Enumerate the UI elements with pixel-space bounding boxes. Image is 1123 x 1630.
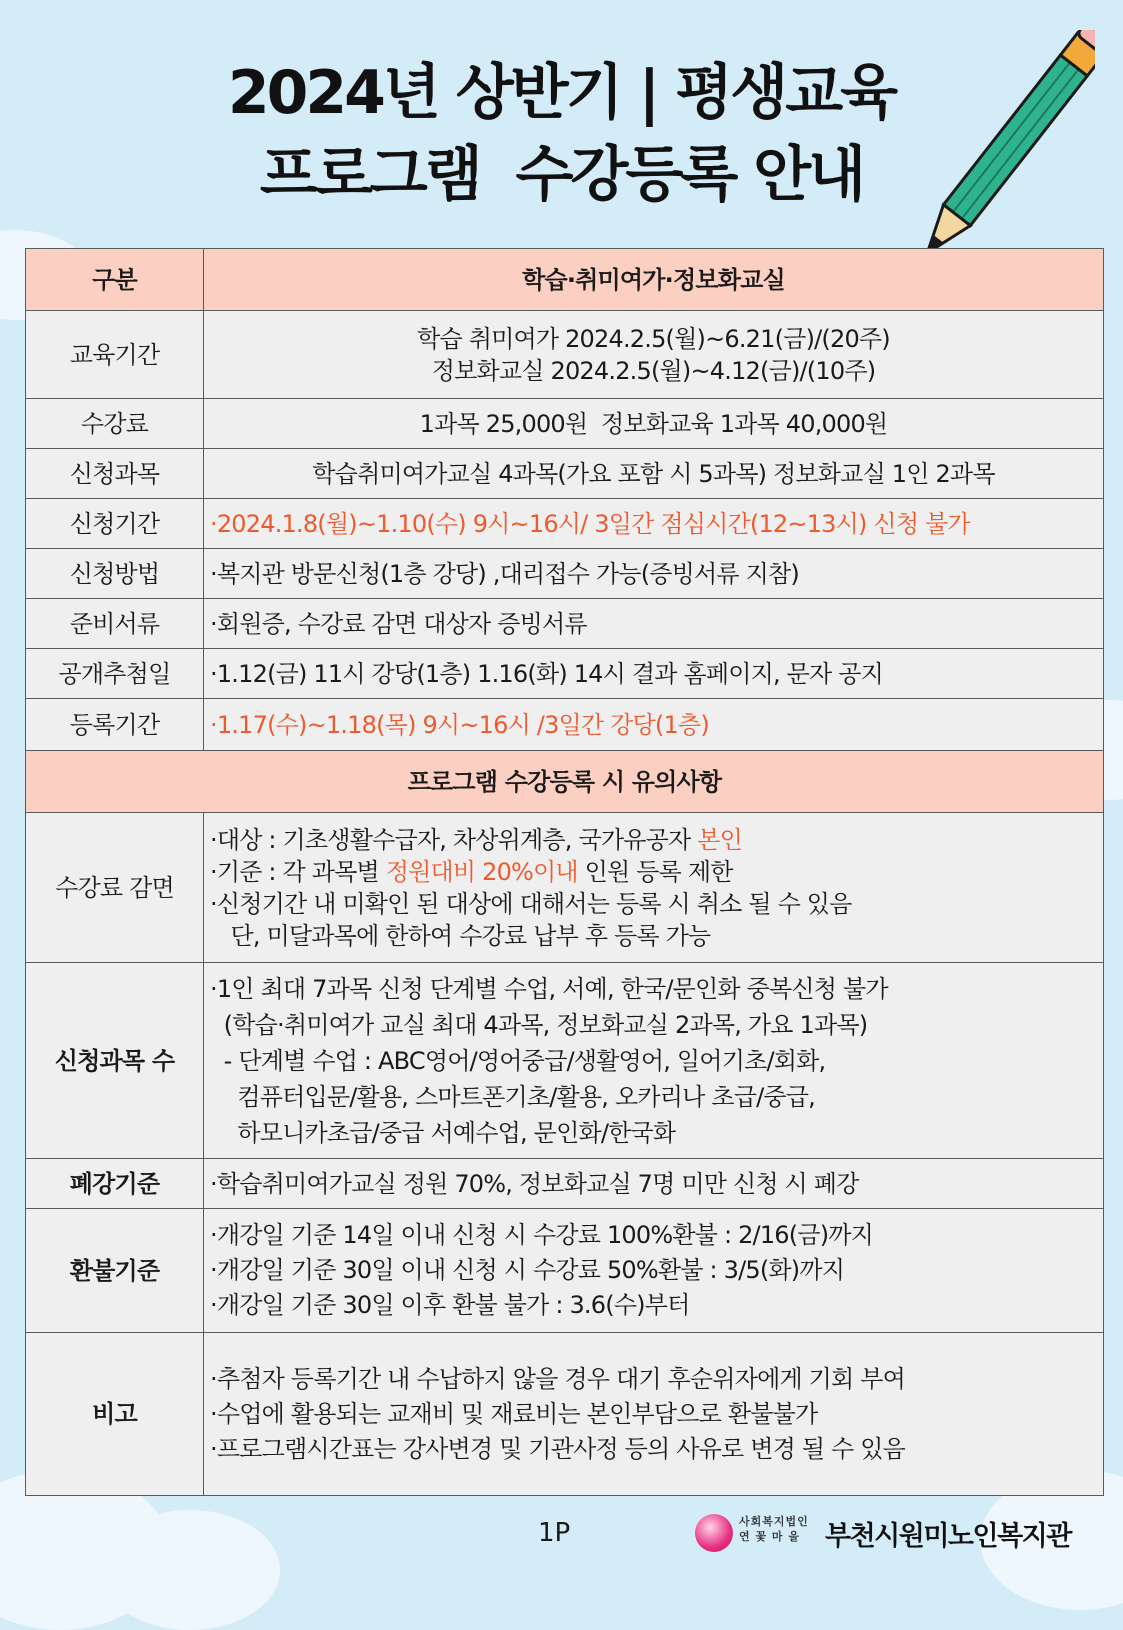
table-row <box>26 699 1104 751</box>
discount-line: ·대상 : 기초생활수급자, 차상위계층, 국가유공자 <box>210 825 698 854</box>
table-row <box>26 599 1104 649</box>
row-label: 비고 <box>26 1333 204 1496</box>
title-line-2: 프로그램 수강등록 안내 <box>259 140 864 210</box>
org-subtitle: 사회복지법인 <box>739 1515 809 1528</box>
row-label: 신청방법 <box>26 549 204 599</box>
row-value: ·복지관 방문신청(1층 강당) ,대리접수 가능(증빙서류 지참) <box>204 549 1104 599</box>
table-row <box>26 1209 1104 1333</box>
highlight-text: 본인 <box>697 825 742 854</box>
cloud-decoration <box>100 1510 280 1630</box>
remarks-line: ·수업에 활용되는 교재비 및 재료비는 본인부담으로 환불불가 <box>210 1399 818 1428</box>
row-value: ·회원증, 수강료 감면 대상자 증빙서류 <box>204 599 1104 649</box>
org-name: 부천시원미노인복지관 <box>825 1521 1071 1552</box>
table-row <box>26 499 1104 549</box>
row-label: 환불기준 <box>26 1209 204 1333</box>
row-label: 수강료 감면 <box>26 813 204 963</box>
row-value: ·학습취미여가교실 정원 70%, 정보화교실 7명 미만 신청 시 폐강 <box>204 1159 1104 1209</box>
subjects-line: - 단계별 수업 : ABC영어/영어중급/생활영어, 일어기초/회화, <box>210 1046 826 1075</box>
highlight-text: 정원대비 20%이내 <box>385 857 578 886</box>
refund-line: ·개강일 기준 30일 이내 신청 시 수강료 50%환불 : 3/5(화)까지 <box>210 1256 845 1284</box>
org-subtitle: 연 꽃 마 을 <box>739 1530 800 1543</box>
info-table <box>25 248 1104 1496</box>
table-row <box>26 649 1104 699</box>
table-row <box>26 449 1104 499</box>
table-row <box>26 1333 1104 1496</box>
row-label: 신청과목 <box>26 449 204 499</box>
table-header-row <box>26 249 1104 311</box>
row-label: 준비서류 <box>26 599 204 649</box>
notice-header-row <box>26 751 1104 813</box>
row-value: ·2024.1.8(월)~1.10(수) 9시~16시/ 3일간 점심시간(12~13시) 신청 불가 <box>204 499 1104 549</box>
row-value: 학습취미여가교실 4과목(가요 포함 시 5과목) 정보화교실 1인 2과목 <box>204 449 1104 499</box>
title-line-1: 2024년 상반기 | 평생교육 <box>227 58 896 128</box>
discount-line: ·기준 : 각 과목별 <box>210 857 386 886</box>
row-label: 신청과목 수 <box>26 963 204 1159</box>
row-label: 신청기간 <box>26 499 204 549</box>
table-row <box>26 1159 1104 1209</box>
subjects-line: ·1인 최대 7과목 신청 단계별 수업, 서예, 한국/문인화 중복신청 불가 <box>210 974 888 1003</box>
header-value: 학습·취미여가·정보화교실 <box>204 249 1104 311</box>
subjects-line: 하모니카초급/중급 서예수업, 문인화/한국화 <box>210 1118 676 1147</box>
table-row <box>26 963 1104 1159</box>
organization-logo <box>695 1508 1095 1554</box>
row-label: 등록기간 <box>26 699 204 751</box>
discount-line: 단, 미달과목에 한하여 수강료 납부 후 등록 가능 <box>210 921 711 950</box>
refund-line: ·개강일 기준 30일 이후 환불 불가 : 3.6(수)부터 <box>210 1291 690 1319</box>
table-row <box>26 813 1104 963</box>
row-value: 1과목 25,000원 정보화교육 1과목 40,000원 <box>204 399 1104 449</box>
row-label: 폐강기준 <box>26 1159 204 1209</box>
header-label: 구분 <box>26 249 204 311</box>
discount-line: ·신청기간 내 미확인 된 대상에 대해서는 등록 시 취소 될 수 있음 <box>210 889 852 918</box>
row-value: 학습 취미여가 2024.2.5(월)~6.21(금)/(20주) <box>417 324 890 353</box>
table-row <box>26 399 1104 449</box>
refund-line: ·개강일 기준 14일 이내 신청 시 수강료 100%환불 : 2/16(금)까지 <box>210 1221 874 1249</box>
lotus-icon <box>695 1514 733 1552</box>
row-label: 수강료 <box>26 399 204 449</box>
subjects-line: (학습·취미여가 교실 최대 4과목, 정보화교실 2과목, 가요 1과목) <box>210 1010 868 1039</box>
subjects-line: 컴퓨터입문/활용, 스마트폰기초/활용, 오카리나 초급/중급, <box>210 1082 815 1111</box>
row-label: 공개추첨일 <box>26 649 204 699</box>
row-value: ·1.12(금) 11시 강당(1층) 1.16(화) 14시 결과 홈페이지, 문자 공지 <box>204 649 1104 699</box>
discount-line: 인원 등록 제한 <box>577 857 733 886</box>
remarks-line: ·추첨자 등록기간 내 수납하지 않을 경우 대기 후순위자에게 기회 부여 <box>210 1364 906 1393</box>
notice-header: 프로그램 수강등록 시 유의사항 <box>26 751 1104 813</box>
table-row <box>26 311 1104 399</box>
remarks-line: ·프로그램시간표는 강사변경 및 기관사정 등의 사유로 변경 될 수 있음 <box>210 1434 906 1463</box>
row-value: ·1.17(수)~1.18(목) 9시~16시 /3일간 강당(1층) <box>204 699 1104 751</box>
row-label: 교육기간 <box>26 311 204 399</box>
table-row <box>26 549 1104 599</box>
row-value: 정보화교실 2024.2.5(월)~4.12(금)/(10주) <box>431 356 876 385</box>
page-number: 1P <box>538 1518 571 1548</box>
